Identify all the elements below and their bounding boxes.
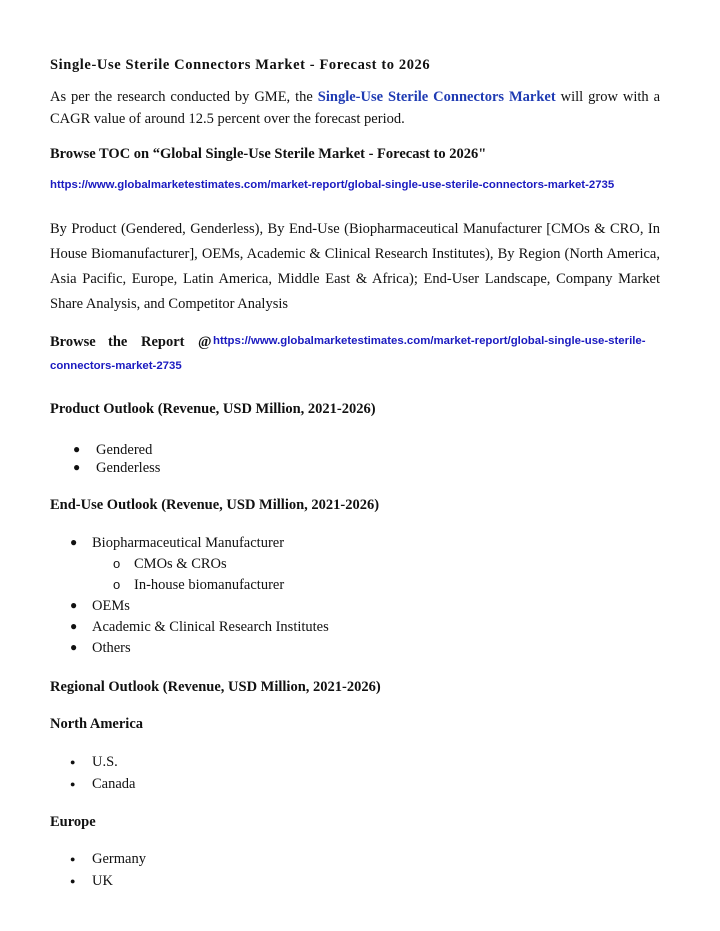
list-item-label: Academic & Clinical Research Institutes <box>92 619 329 635</box>
intro-text-after: will grow with a CAGR value of around 12.5 percent over the forecast period. <box>50 89 661 127</box>
circle-bullet-icon: o <box>113 556 121 571</box>
north-america-heading: North America <box>50 716 144 732</box>
browse-report-word-2: the <box>108 334 128 350</box>
sub-list-item-label: CMOs & CROs <box>134 556 227 572</box>
browse-report-at: @ <box>198 334 212 350</box>
list-item-label: Biopharmaceutical Manufacturer <box>92 535 285 551</box>
circle-bullet-icon: o <box>113 577 121 592</box>
browse-toc-heading: Browse TOC on “Global Single-Use Sterile Market - Forecast to 2026" <box>50 146 487 162</box>
list-item-label: OEMs <box>92 598 130 614</box>
intro-text-before: As per the research conducted by GME, the <box>50 89 318 105</box>
intro-paragraph <box>50 86 660 130</box>
bullet-icon: ● <box>70 757 76 767</box>
bullet-icon: ● <box>70 779 76 789</box>
report-link-part-1[interactable]: https://www.globalmarketestimates.com/market-report/global-single-use-sterile- <box>213 335 646 347</box>
report-link-part-2[interactable]: connectors-market-2735 <box>50 360 182 372</box>
bullet-icon: ● <box>73 460 81 474</box>
enduse-outlook-heading: End-Use Outlook (Revenue, USD Million, 2021-2026) <box>50 497 380 513</box>
browse-report-word-3: Report <box>141 334 185 350</box>
regional-outlook-heading: Regional Outlook (Revenue, USD Million, 2021-2026) <box>50 679 381 695</box>
list-item-label: UK <box>92 873 113 889</box>
segments-paragraph: By Product (Gendered, Genderless), By End-Use (Biopharmaceutical Manufacturer [CMOs & CRO, In House Biomanufacturer], OEMs, Academic & Clinical Research Institutes), By Region (North America, Asia Pacific, Europe, Latin America, Middle East & Africa); End-User Landscape, Company Market Share Analysis, and Competitor Analysis <box>50 221 660 312</box>
list-item-label: Gendered <box>96 442 153 458</box>
browse-report-word-1: Browse <box>50 334 96 350</box>
bullet-icon: ● <box>70 876 76 886</box>
list-item-label: U.S. <box>92 754 118 770</box>
bullet-icon: ● <box>73 442 81 456</box>
toc-link[interactable]: https://www.globalmarketestimates.com/market-report/global-single-use-sterile-connectors-market-2735 <box>50 179 615 191</box>
sub-list-item-label: In-house biomanufacturer <box>134 577 285 593</box>
bullet-icon: ● <box>70 619 78 633</box>
list-item-label: Canada <box>92 776 136 792</box>
bullet-icon: ● <box>70 535 78 549</box>
bullet-icon: ● <box>70 854 76 864</box>
bullet-icon: ● <box>70 640 78 654</box>
list-item-label: Genderless <box>96 460 161 476</box>
europe-heading: Europe <box>50 814 96 830</box>
list-item-label: Germany <box>92 851 146 867</box>
bullet-icon: ● <box>70 598 78 612</box>
list-item-label: Others <box>92 640 131 656</box>
document-title: Single-Use Sterile Connectors Market - Forecast to 2026 <box>50 57 431 73</box>
market-name-highlight: Single-Use Sterile Connectors Market <box>317 89 556 105</box>
product-outlook-heading: Product Outlook (Revenue, USD Million, 2021-2026) <box>50 401 376 417</box>
